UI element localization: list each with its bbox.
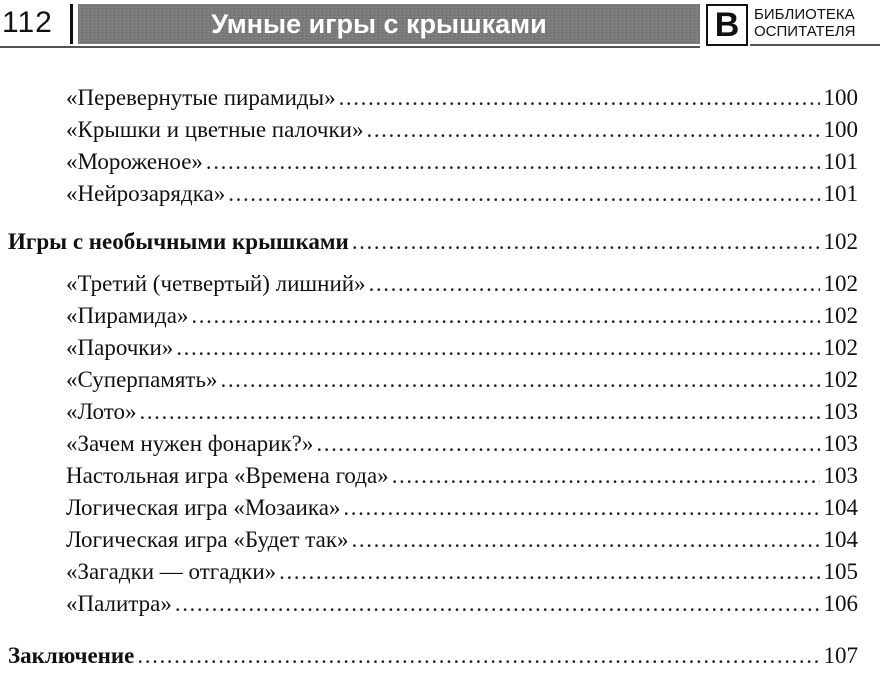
page-number: 112 bbox=[2, 6, 53, 39]
toc-dot-leader bbox=[352, 228, 820, 256]
toc-entry-page: 100 bbox=[823, 117, 858, 142]
toc-entry-title: «Суперпамять» bbox=[66, 367, 218, 392]
toc-entry-page: 104 bbox=[823, 495, 858, 520]
toc-dot-leader bbox=[279, 558, 819, 586]
toc-entry[interactable] bbox=[66, 334, 858, 362]
toc-entry-page: 103 bbox=[823, 399, 858, 424]
toc-entry-page: 102 bbox=[823, 367, 858, 392]
toc-dot-leader bbox=[220, 366, 819, 394]
toc-entry-page: 105 bbox=[823, 559, 858, 584]
page-number-divider bbox=[70, 4, 73, 44]
toc-entry-title: Игры с необычными крышками bbox=[8, 229, 349, 254]
toc-dot-leader bbox=[139, 398, 819, 426]
toc-section-entry[interactable] bbox=[8, 228, 858, 256]
toc-entry-title: «Перевернутые пирамиды» bbox=[66, 85, 336, 110]
toc-entry-page: 104 bbox=[823, 527, 858, 552]
toc-dot-leader bbox=[369, 270, 820, 298]
toc-dot-leader bbox=[343, 494, 819, 522]
toc-entry[interactable] bbox=[66, 494, 858, 522]
toc-entry-page: 102 bbox=[823, 229, 858, 254]
running-title: Умные игры с крышками bbox=[211, 9, 547, 39]
toc-entry-page: 102 bbox=[823, 271, 858, 296]
series-name-line1: БИБЛИОТЕКА bbox=[754, 6, 855, 23]
toc-dot-leader bbox=[316, 430, 819, 458]
toc-entry-title: Настольная игра «Времена года» bbox=[66, 463, 389, 488]
toc-entry-page: 106 bbox=[823, 591, 858, 616]
toc-dot-leader bbox=[352, 526, 820, 554]
toc-section-entry[interactable] bbox=[8, 642, 858, 670]
toc-entry[interactable] bbox=[66, 148, 858, 176]
toc-entry-title: «Пирамида» bbox=[66, 303, 189, 328]
running-title-bar bbox=[78, 4, 700, 44]
toc-dot-leader bbox=[228, 180, 819, 208]
toc-dot-leader bbox=[206, 148, 820, 176]
toc-entry[interactable] bbox=[66, 430, 858, 458]
toc-entry-title: «Лото» bbox=[66, 399, 137, 424]
toc-dot-leader bbox=[137, 642, 819, 670]
toc-entry-page: 103 bbox=[823, 431, 858, 456]
series-logo bbox=[706, 2, 880, 48]
toc-entry[interactable] bbox=[66, 526, 858, 554]
toc-entry[interactable] bbox=[66, 84, 858, 112]
toc-entry[interactable] bbox=[66, 270, 858, 298]
header-rule bbox=[0, 46, 700, 48]
toc-dot-leader bbox=[392, 462, 820, 490]
toc-dot-leader bbox=[339, 84, 820, 112]
toc-entry[interactable] bbox=[66, 590, 858, 618]
toc-entry-page: 107 bbox=[823, 643, 858, 668]
page-header bbox=[0, 0, 880, 52]
toc-entry-page: 102 bbox=[823, 303, 858, 328]
toc-entry[interactable] bbox=[66, 462, 858, 490]
toc-entry-title: «Нейрозарядка» bbox=[66, 181, 226, 206]
toc-entry-title: «Крышки и цветные палочки» bbox=[66, 117, 364, 142]
toc-entry-title: Заключение bbox=[8, 643, 135, 668]
toc-entry-page: 103 bbox=[823, 463, 858, 488]
toc-entry-title: Логическая игра «Будет так» bbox=[66, 527, 349, 552]
toc-entry-page: 101 bbox=[823, 149, 858, 174]
toc-entry-title: «Палитра» bbox=[66, 591, 172, 616]
series-name bbox=[754, 6, 880, 40]
toc-dot-leader bbox=[191, 302, 819, 330]
toc-entry-title: «Третий (четвертый) лишний» bbox=[66, 271, 366, 296]
toc-entry-page: 100 bbox=[823, 85, 858, 110]
series-name-line2: ОСПИТАТЕЛЯ bbox=[754, 23, 856, 40]
toc-entry[interactable] bbox=[66, 398, 858, 426]
toc-dot-leader bbox=[176, 334, 819, 362]
toc-entry[interactable] bbox=[66, 180, 858, 208]
toc-entry[interactable] bbox=[66, 116, 858, 144]
series-letter-badge: В bbox=[706, 4, 748, 46]
toc-entry[interactable] bbox=[66, 366, 858, 394]
toc-entry-page: 101 bbox=[823, 181, 858, 206]
toc-dot-leader bbox=[366, 116, 819, 144]
toc-entry[interactable] bbox=[66, 302, 858, 330]
toc-entry-title: «Мороженое» bbox=[66, 149, 203, 174]
series-rule bbox=[750, 44, 880, 46]
toc-entry-title: Логическая игра «Мозаика» bbox=[66, 495, 341, 520]
toc-entry-title: «Загадки — отгадки» bbox=[66, 559, 277, 584]
toc-entry-title: «Зачем нужен фонарик?» bbox=[66, 431, 314, 456]
toc-entry-page: 102 bbox=[823, 335, 858, 360]
toc-dot-leader bbox=[175, 590, 820, 618]
toc-entry[interactable] bbox=[66, 558, 858, 586]
toc-entry-title: «Парочки» bbox=[66, 335, 174, 360]
